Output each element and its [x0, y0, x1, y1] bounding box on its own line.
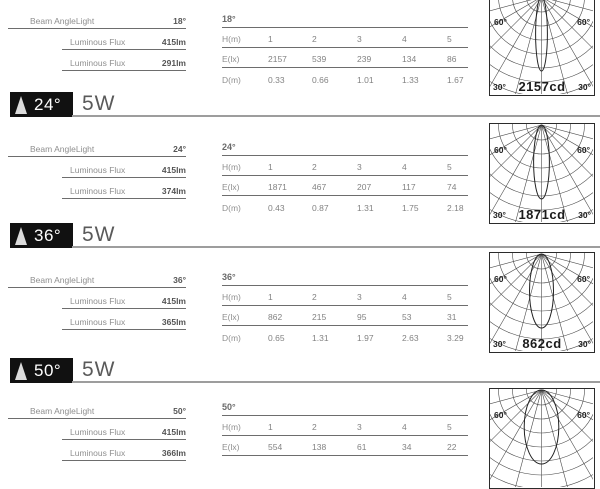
- angle-tick-label: 30°: [578, 210, 591, 220]
- section-header-50: [0, 358, 600, 386]
- table-cell: 134: [402, 54, 417, 64]
- row-value: 36°: [173, 275, 186, 285]
- table-row: [222, 286, 468, 306]
- row-label: H(m): [222, 34, 241, 44]
- row-label: D(m): [222, 203, 241, 213]
- table-cell: 2: [312, 162, 317, 172]
- table-cell: 3: [357, 34, 362, 44]
- row-label: Luminous Flux: [70, 448, 126, 458]
- angle-tick-label: 30°: [493, 82, 506, 92]
- table-cell: 2.63: [402, 333, 419, 343]
- table-cell: 1.97: [357, 333, 374, 343]
- row-label: Luminous Flux: [70, 186, 126, 196]
- table-row: [62, 419, 186, 440]
- row-value: 415lm: [161, 427, 186, 437]
- table-row: [222, 306, 468, 326]
- beam-angle-badge: [10, 92, 73, 117]
- table-cell: 4: [402, 292, 407, 302]
- table-cell: 207: [357, 182, 372, 192]
- candela-value: 2157cd: [518, 79, 566, 94]
- table-row: [222, 156, 468, 176]
- table-cell: 1.31: [357, 203, 374, 213]
- table-cell: 5: [447, 162, 452, 172]
- row-label: E(lx): [222, 182, 240, 192]
- angle-tick-label: 60°: [494, 145, 507, 155]
- polar-grid: [490, 389, 593, 487]
- table-cell: 22: [447, 442, 457, 452]
- section-header-24: [0, 92, 600, 120]
- table-row: [62, 440, 186, 461]
- table-cell: 1: [268, 422, 273, 432]
- table-cell: 0.65: [268, 333, 285, 343]
- row-value: 24°: [173, 144, 186, 154]
- divider: [72, 115, 600, 117]
- table-cell: 5: [447, 34, 452, 44]
- table-row: [222, 326, 468, 346]
- row-value: 366lm: [161, 448, 186, 458]
- table-cell: 3: [357, 422, 362, 432]
- table-cell: 5: [447, 292, 452, 302]
- table-cell: 467: [312, 182, 327, 192]
- table-angle-heading: 18°: [222, 11, 468, 28]
- row-value: 291lm: [161, 58, 186, 68]
- table-angle-heading: 36°: [222, 269, 468, 286]
- polar-intensity-diagram-50: [489, 388, 595, 489]
- table-cell: 2: [312, 292, 317, 302]
- table-angle-heading: 24°: [222, 139, 468, 156]
- table-cell: 138: [312, 442, 327, 452]
- beam-angle-text: 36°: [34, 225, 62, 245]
- row-label: Beam AngleLight: [30, 16, 95, 26]
- table-cell: 1.01: [357, 75, 374, 85]
- angle-tick-label: 60°: [577, 274, 590, 284]
- table-cell: 53: [402, 312, 412, 322]
- beam-angle-text: 24°: [34, 94, 62, 114]
- beam-angle-table-50: [8, 398, 186, 461]
- divider: [72, 381, 600, 383]
- row-label: D(m): [222, 333, 241, 343]
- row-label: H(m): [222, 292, 241, 302]
- table-cell: 2: [312, 34, 317, 44]
- beam-cone-icon: [15, 96, 27, 114]
- angle-tick-label: 60°: [577, 410, 590, 420]
- beam-angle-badge: [10, 358, 73, 383]
- row-value: 415lm: [161, 165, 186, 175]
- row-label: Luminous Flux: [70, 317, 126, 327]
- table-cell: 4: [402, 34, 407, 44]
- illuminance-table-24: [222, 139, 468, 216]
- beam-cone-icon: [15, 227, 27, 245]
- table-cell: 1: [268, 34, 273, 44]
- beam-angle-table-36: [8, 267, 186, 330]
- table-cell: 1.31: [312, 333, 329, 343]
- table-cell: 1871: [268, 182, 287, 192]
- table-row: [62, 178, 186, 199]
- table-cell: 1: [268, 162, 273, 172]
- divider: [72, 246, 600, 248]
- table-cell: 554: [268, 442, 283, 452]
- row-label: Luminous Flux: [70, 427, 126, 437]
- table-row: [222, 176, 468, 196]
- table-cell: 2.18: [447, 203, 464, 213]
- illuminance-table-18: [222, 11, 468, 88]
- beam-angle-text: 50°: [34, 360, 62, 380]
- table-cell: 239: [357, 54, 372, 64]
- beam-angle-table-18: [8, 8, 186, 71]
- angle-tick-label: 60°: [577, 145, 590, 155]
- table-cell: 4: [402, 162, 407, 172]
- table-cell: 215: [312, 312, 327, 322]
- row-value: 415lm: [161, 37, 186, 47]
- row-label: E(lx): [222, 312, 240, 322]
- section-header-36: [0, 223, 600, 251]
- table-row: [222, 28, 468, 48]
- angle-tick-label: 30°: [493, 210, 506, 220]
- row-value: 365lm: [161, 317, 186, 327]
- table-cell: 862: [268, 312, 283, 322]
- beam-cone-icon: [15, 362, 27, 380]
- table-row: [62, 29, 186, 50]
- angle-tick-label: 60°: [577, 17, 590, 27]
- beam-angle-table-24: [8, 136, 186, 199]
- table-cell: 539: [312, 54, 327, 64]
- row-value: 18°: [173, 16, 186, 26]
- beam-angle-badge: [10, 223, 73, 248]
- table-cell: 1.75: [402, 203, 419, 213]
- table-cell: 61: [357, 442, 367, 452]
- table-row: [8, 267, 186, 288]
- polar-intensity-diagram-36: [489, 252, 595, 353]
- table-cell: 0.87: [312, 203, 329, 213]
- angle-tick-label: 60°: [494, 410, 507, 420]
- table-angle-heading: 50°: [222, 399, 468, 416]
- polar-intensity-diagram-24: [489, 123, 595, 224]
- row-value: 374lm: [161, 186, 186, 196]
- power-label: 5W: [82, 358, 116, 381]
- table-cell: 1.67: [447, 75, 464, 85]
- row-label: E(lx): [222, 442, 240, 452]
- row-label: H(m): [222, 162, 241, 172]
- angle-tick-label: 60°: [494, 274, 507, 284]
- table-cell: 2: [312, 422, 317, 432]
- polar-intensity-diagram-18: [489, 0, 595, 96]
- row-value: 50°: [173, 406, 186, 416]
- table-row: [62, 288, 186, 309]
- table-cell: 0.43: [268, 203, 285, 213]
- table-row: [8, 8, 186, 29]
- table-cell: 0.33: [268, 75, 285, 85]
- row-label: Luminous Flux: [70, 37, 126, 47]
- table-cell: 0.66: [312, 75, 329, 85]
- row-label: H(m): [222, 422, 241, 432]
- table-cell: 3.29: [447, 333, 464, 343]
- power-label: 5W: [82, 223, 116, 246]
- illuminance-table-50: [222, 399, 468, 456]
- row-label: E(lx): [222, 54, 240, 64]
- table-cell: 2157: [268, 54, 287, 64]
- table-row: [8, 136, 186, 157]
- table-cell: 117: [402, 182, 416, 192]
- table-cell: 3: [357, 292, 362, 302]
- table-row: [62, 309, 186, 330]
- row-value: 415lm: [161, 296, 186, 306]
- angle-tick-label: 30°: [578, 82, 591, 92]
- table-cell: 1.33: [402, 75, 419, 85]
- table-cell: 5: [447, 422, 452, 432]
- table-row: [222, 68, 468, 88]
- table-row: [222, 436, 468, 456]
- table-cell: 86: [447, 54, 457, 64]
- row-label: Beam AngleLight: [30, 406, 95, 416]
- table-cell: 3: [357, 162, 362, 172]
- angle-tick-label: 30°: [578, 339, 591, 349]
- power-label: 5W: [82, 92, 116, 115]
- table-cell: 31: [447, 312, 457, 322]
- candela-value: 862cd: [522, 336, 562, 351]
- table-row: [222, 416, 468, 436]
- table-row: [222, 196, 468, 216]
- row-label: Luminous Flux: [70, 58, 126, 68]
- table-cell: 34: [402, 442, 412, 452]
- row-label: Luminous Flux: [70, 296, 126, 306]
- table-row: [62, 50, 186, 71]
- row-label: Beam AngleLight: [30, 275, 95, 285]
- table-row: [62, 157, 186, 178]
- table-cell: 1: [268, 292, 273, 302]
- candela-value: 1871cd: [518, 207, 566, 222]
- row-label: D(m): [222, 75, 241, 85]
- angle-tick-label: 30°: [493, 339, 506, 349]
- row-label: Beam AngleLight: [30, 144, 95, 154]
- table-cell: 74: [447, 182, 457, 192]
- table-cell: 95: [357, 312, 367, 322]
- illuminance-table-36: [222, 269, 468, 346]
- angle-tick-label: 60°: [494, 17, 507, 27]
- table-row: [8, 398, 186, 419]
- row-label: Luminous Flux: [70, 165, 126, 175]
- table-cell: 4: [402, 422, 407, 432]
- table-row: [222, 48, 468, 68]
